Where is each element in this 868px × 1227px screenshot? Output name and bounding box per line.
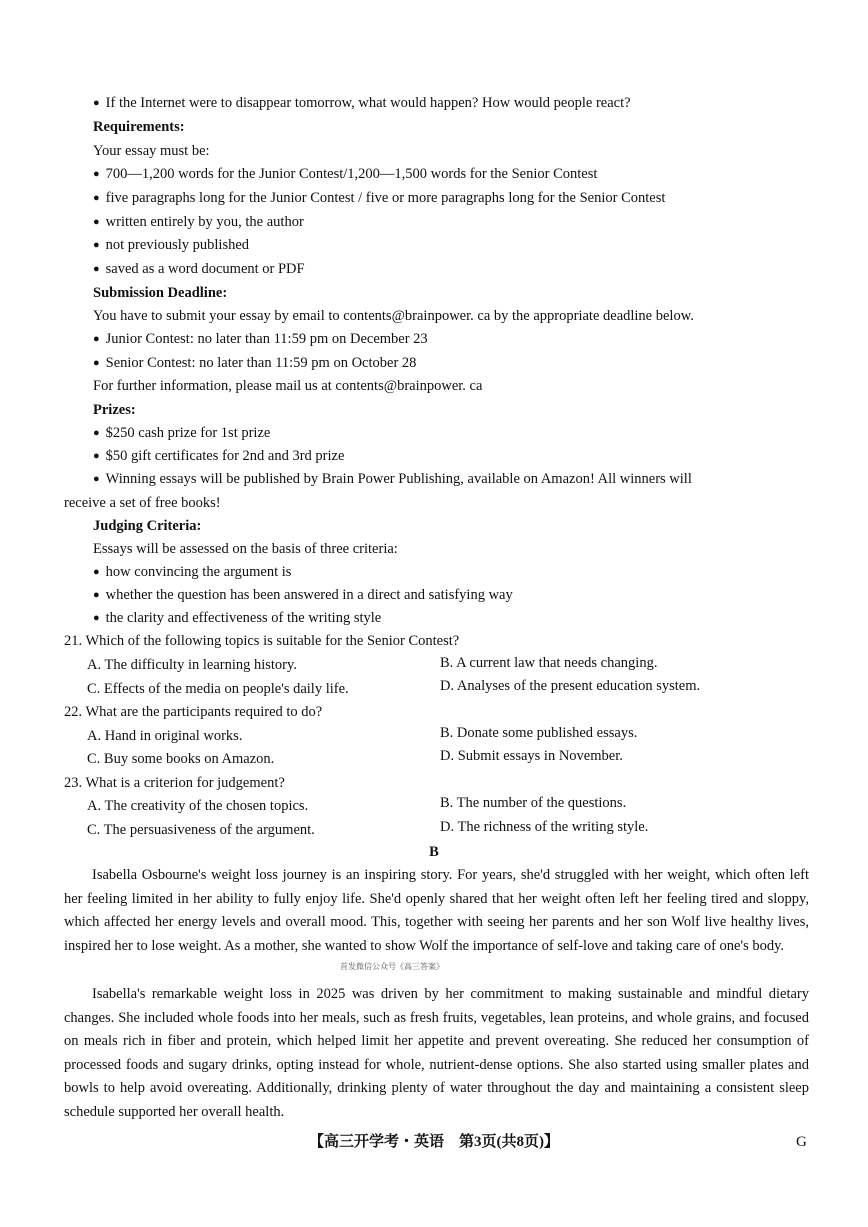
watermark-text: 首发微信公众号《高三答案》 [340,962,444,971]
question-22-option-b: B. Donate some published essays. [440,725,638,741]
passage-b-paragraph-2: Isabella's remarkable weight loss in 2025 was driven by her commitment to making sustainable and mindful dietary changes. She included whole foods into her meals, such as fresh fruits, vegetables, lean proteins, and whole grains, and focused on meals rich in fiber and protein, which helped limit her appetite and prevent overeating. She reduced her consumption of processed foods and sugary drinks, opting instead for whole, nutrient-dense options. She also started using smaller plates and bowls to help avoid overeating. Additionally, drinking plenty of water throughout the day and maintaining a consistent sleep schedule supported her overall health. [64,986,809,1120]
requirement-item: ● written entirely by you, the author [93,212,304,233]
prize-winning-line: ● Winning essays will be published by Brain Power Publishing, available on Amazon! All winners will [93,469,692,490]
intro-question-bullet: ● If the Internet were to disappear tomorrow, what would happen? How would people react? [93,93,631,114]
deadline-heading: Submission Deadline: [93,285,228,301]
passage-b-paragraph-1: Isabella Osbourne's weight loss journey is an inspiring story. For years, she'd struggled with her weight, which often left her feeling limited in her ability to fully enjoy life. She'd openly shared that her weight often left her feeling tired and sloppy, which affected her energy levels and overall mood. This, together with seeing her parents and her son Wolf live healthy lives, inspired her to lose weight. As a mother, she wanted to show Wolf the importance of self-love and taking care of one's body. [64,867,809,954]
question-22-option-a: A. Hand in original works. [87,728,243,744]
question-23-stem: 23. What is a criterion for judgement? [64,775,285,791]
requirement-item: ● 700—1,200 words for the Junior Contest/1,200—1,500 words for the Senior Contest [93,164,597,185]
question-22-option-c: C. Buy some books on Amazon. [87,751,275,767]
question-21-option-c: C. Effects of the media on people's daily life. [87,681,349,697]
prizes-heading: Prizes: [93,402,136,418]
question-22-option-d: D. Submit essays in November. [440,748,623,764]
prize-item: ● $50 gift certificates for 2nd and 3rd prize [93,446,344,467]
question-23-option-c: C. The persuasiveness of the argument. [87,822,315,838]
question-23-option-a: A. The creativity of the chosen topics. [87,798,309,814]
page-footer: 【高三开学考・英语 第3页(共8页)】 [309,1134,559,1150]
requirement-item: ● not previously published [93,235,249,256]
question-23-option-d: D. The richness of the writing style. [440,819,649,835]
judging-item: ● whether the question has been answered in a direct and satisfying way [93,585,513,606]
prize-winning-line-cont: receive a set of free books! [64,495,221,511]
question-21-option-d: D. Analyses of the present education system. [440,678,701,694]
question-22-stem: 22. What are the participants required to do? [64,704,323,720]
question-21-stem: 21. Which of the following topics is suitable for the Senior Contest? [64,633,460,649]
question-21-option-a: A. The difficulty in learning history. [87,657,297,673]
requirement-item: ● five paragraphs long for the Junior Contest / five or more paragraphs long for the Senior Contest [93,188,665,209]
question-23-option-b: B. The number of the questions. [440,795,627,811]
judging-heading: Judging Criteria: [93,518,202,534]
prize-item: ● $250 cash prize for 1st prize [93,423,270,444]
deadline-item: ● Junior Contest: no later than 11:59 pm on December 23 [93,329,428,350]
judging-item: ● how convincing the argument is [93,562,291,583]
section-b-label: B [429,844,439,860]
paper-code: G [796,1134,807,1150]
requirement-item: ● saved as a word document or PDF [93,259,305,280]
deadline-item: ● Senior Contest: no later than 11:59 pm on October 28 [93,353,416,374]
judging-lead: Essays will be assessed on the basis of three criteria: [93,541,398,557]
judging-item: ● the clarity and effectiveness of the writing style [93,608,381,629]
question-21-option-b: B. A current law that needs changing. [440,655,658,671]
requirements-lead: Your essay must be: [93,143,210,159]
requirements-heading: Requirements: [93,119,185,135]
deadline-lead: You have to submit your essay by email to contents@brainpower. ca by the appropriate deadline below. [93,308,694,324]
deadline-note: For further information, please mail us at contents@brainpower. ca [93,378,483,394]
